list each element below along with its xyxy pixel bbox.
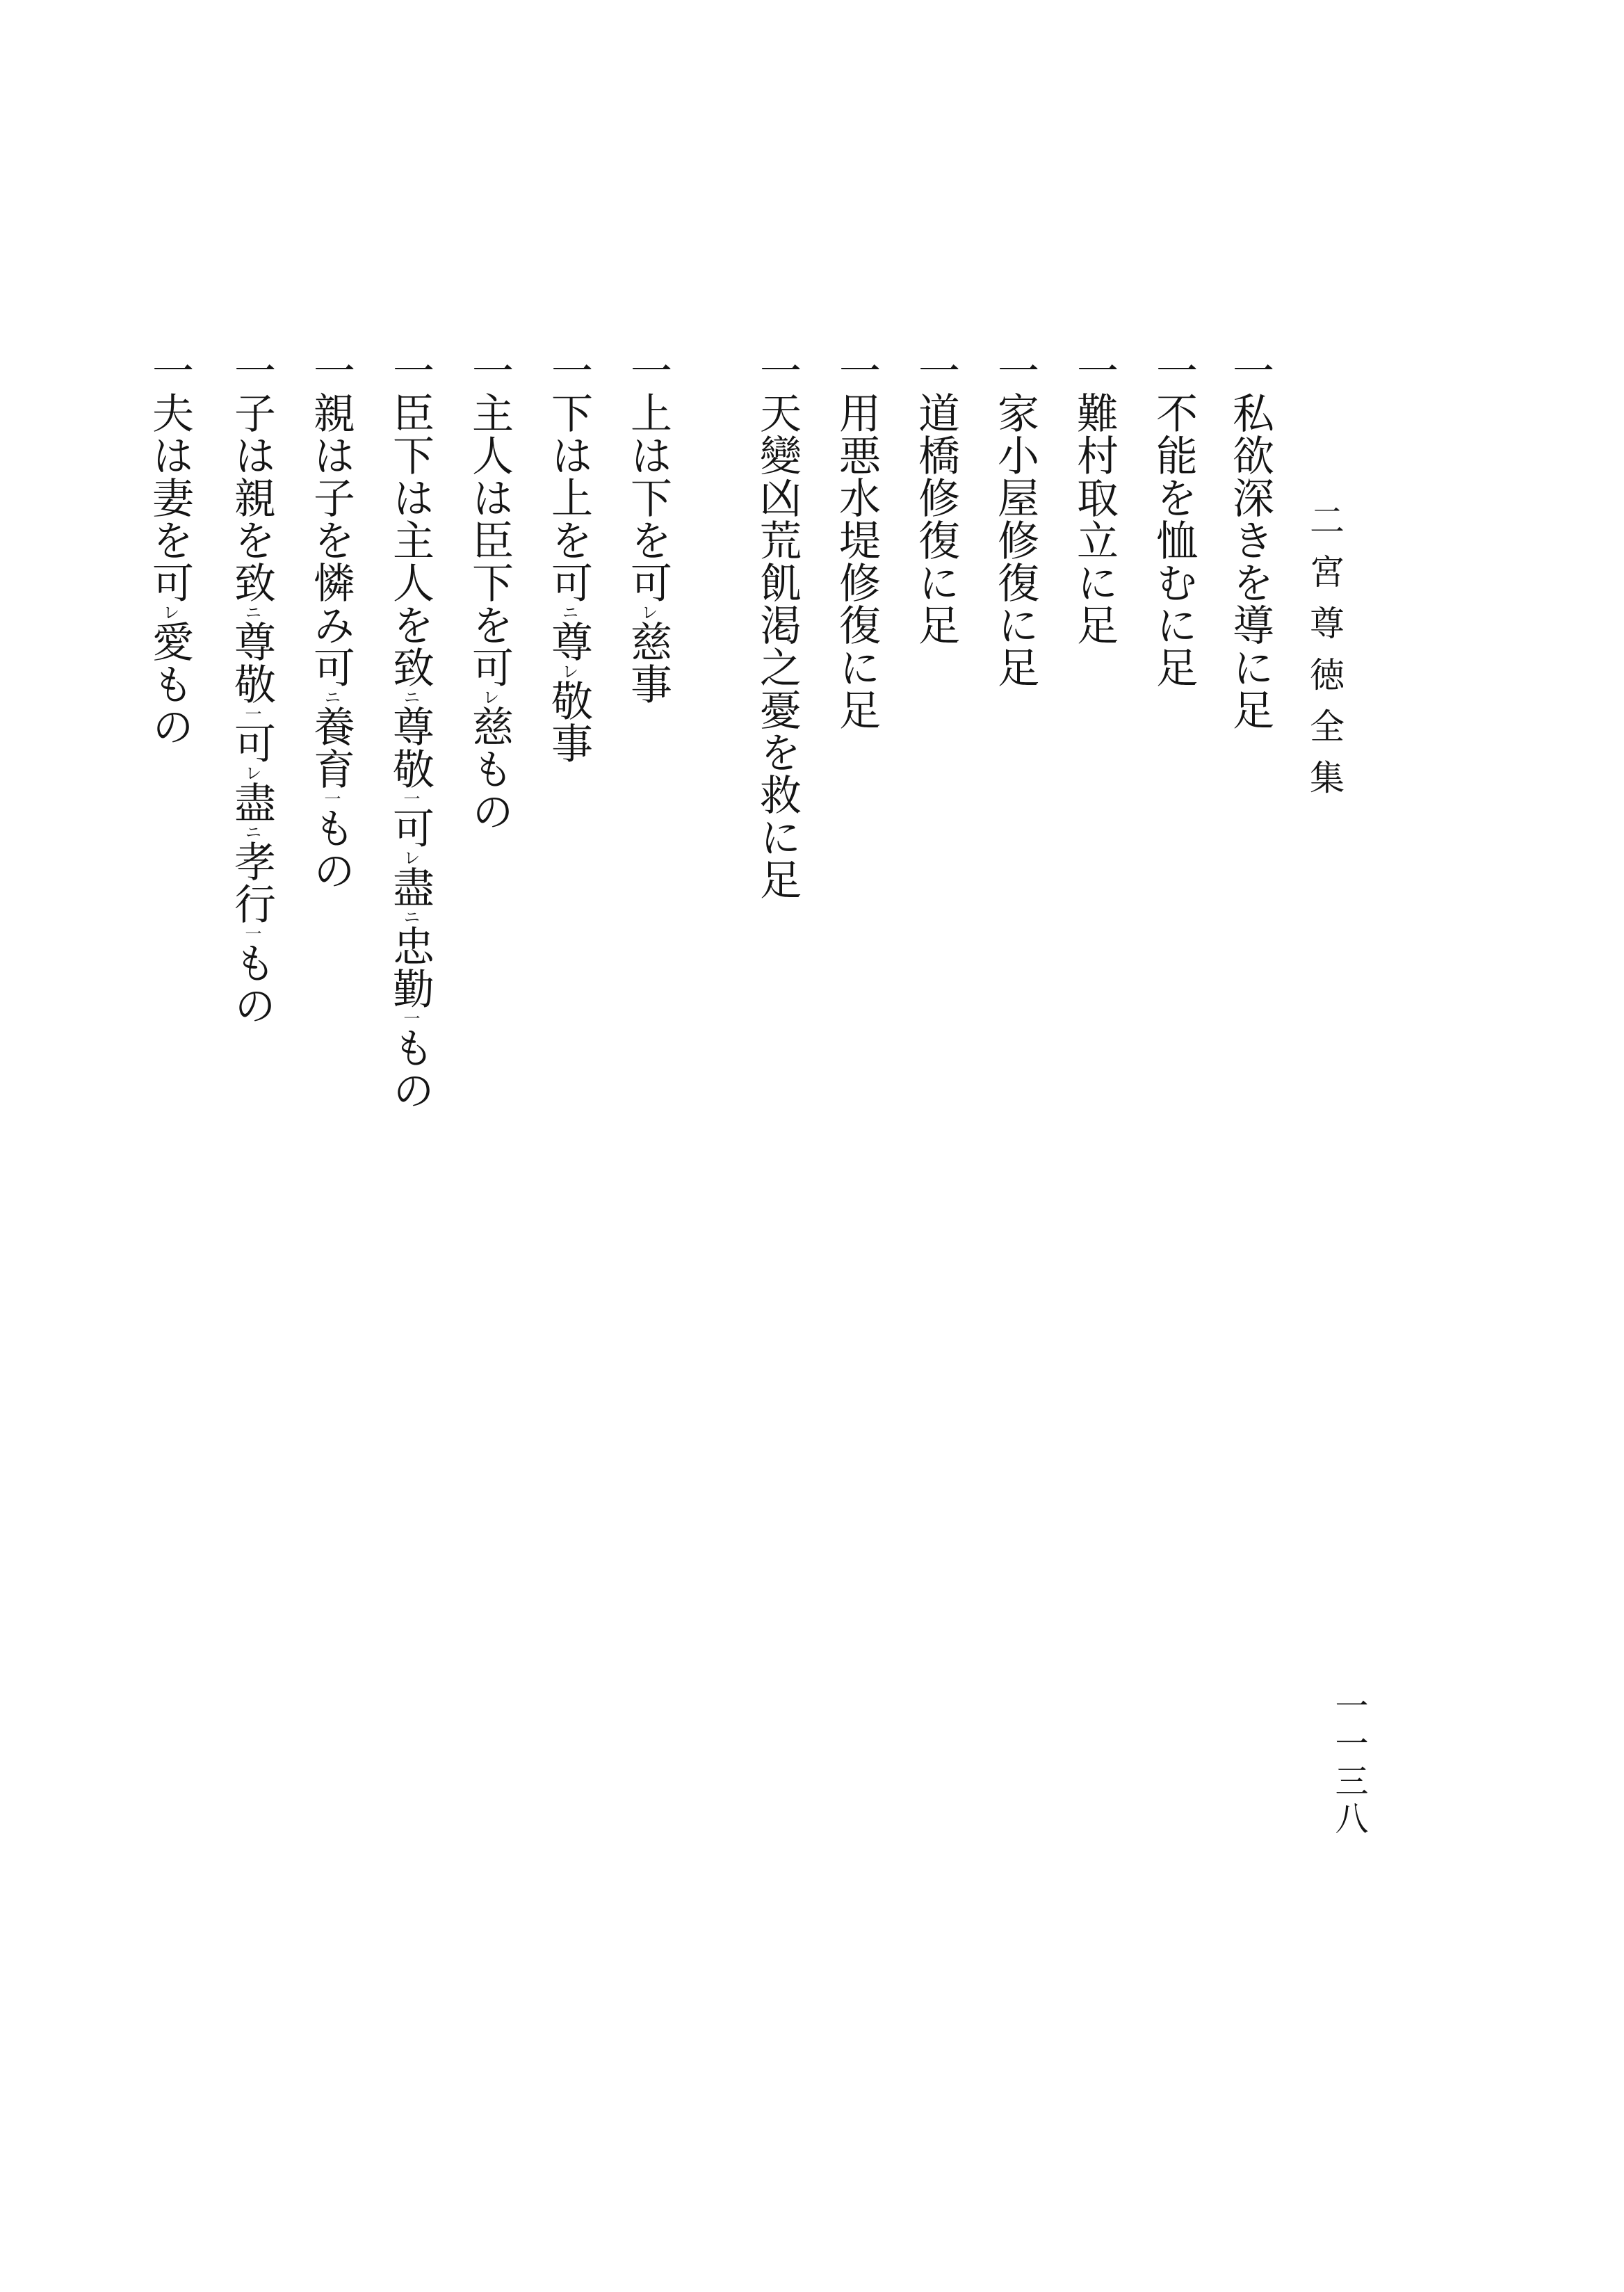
list-item: 一道橋修復に足 [911, 349, 960, 646]
list-item: 一上は下を可レ慈事 [624, 349, 672, 705]
list-item: 一用悪水堤修復に足 [832, 349, 881, 731]
list-item: 一難村取立に足 [1070, 349, 1119, 646]
page-number: 一一三八 [1329, 1688, 1368, 1839]
list-item: 一天變凶荒飢渇之憂を救に足 [753, 349, 802, 901]
list-item: 一子は親を致ニ尊敬一可レ盡ニ孝行一もの [227, 349, 276, 1026]
list-item: 一家小屋修復に足 [991, 349, 1039, 688]
running-header-title: 二宮尊徳全集 [1304, 502, 1345, 811]
list-item: 一主人は臣下を可レ慈もの [465, 349, 514, 832]
list-item: 一下は上を可ニ尊レ敬事 [544, 349, 593, 764]
list-item: 一私欲深きを導に足 [1226, 349, 1274, 731]
list-item: 一夫は妻を可レ愛もの [145, 349, 194, 748]
list-item: 一親は子を憐み可ニ養育一もの [307, 349, 355, 891]
list-item: 一不能を恤むに足 [1149, 349, 1198, 688]
list-item: 一臣下は主人を致ニ尊敬一可レ盡ニ忠勤一もの [386, 349, 435, 1111]
